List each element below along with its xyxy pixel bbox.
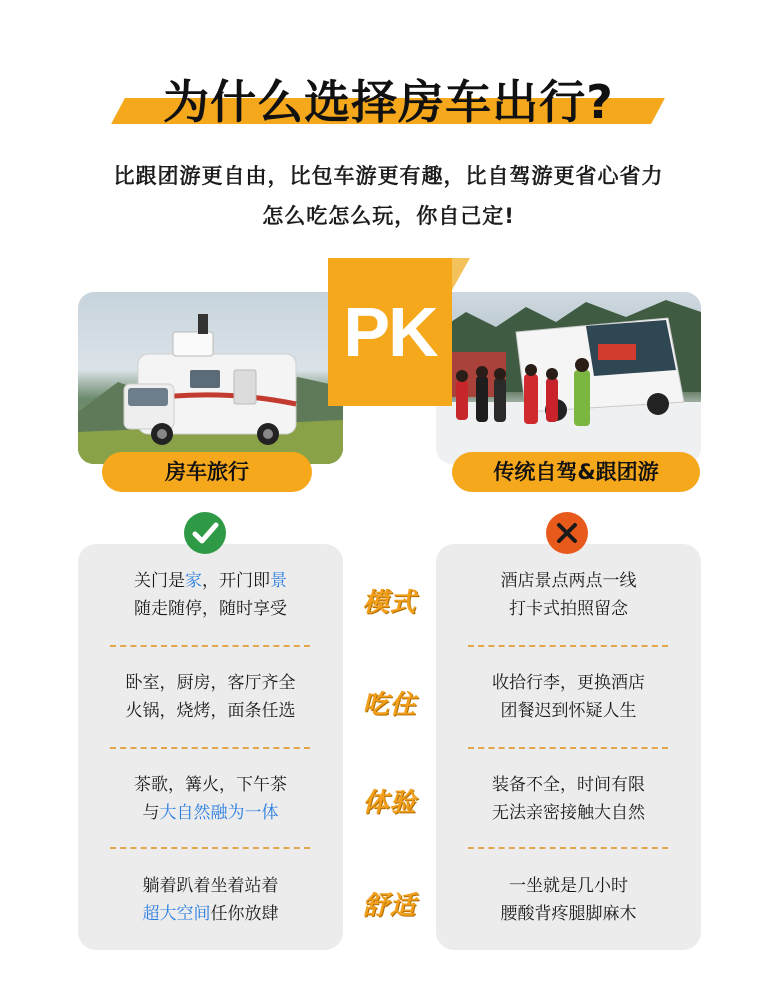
rv-row-3-line-2: 与大自然融为一体 — [142, 803, 279, 823]
option-label-traditional: 传统自驾&跟团游 — [452, 452, 700, 492]
row-divider-left — [110, 645, 310, 647]
cross-icon — [546, 512, 588, 554]
row-divider-left — [110, 847, 310, 849]
tour-bus-illustration — [436, 292, 701, 464]
traditional-row-2-line-1: 收拾行李，更换酒店 — [492, 673, 645, 693]
traditional-row-1 — [436, 567, 701, 623]
row-divider-right — [468, 747, 668, 749]
rv-row-4-line-1: 躺着趴着坐着站着 — [142, 876, 279, 896]
category-food-stay: 吃住 — [362, 690, 417, 720]
rv-photo — [78, 292, 343, 464]
rv-row-4-line-2: 超大空间任你放肆 — [142, 904, 279, 924]
rv-row-1-line-1: 关门是家，开门即景 — [134, 571, 287, 591]
traditional-row-4 — [436, 872, 701, 928]
tour-bus-photo — [436, 292, 701, 464]
rv-row-1-line-2: 随走随停，随时享受 — [134, 599, 287, 619]
subtitle-line-2: 怎么吃怎么玩，你自己定! — [262, 204, 515, 228]
traditional-row-4-line-1: 一坐就是几小时 — [509, 876, 628, 896]
subtitle-line-1: 比跟团游更自由，比包车游更有趣，比自驾游更省心省力 — [113, 164, 664, 188]
category-comfort: 舒适 — [362, 891, 417, 921]
page-title: 为什么选择房车出行? — [163, 75, 614, 129]
category-mode: 模式 — [362, 588, 417, 618]
rv-row-2-line-2: 火锅，烧烤，面条任选 — [125, 701, 296, 721]
check-icon — [184, 512, 226, 554]
pk-label: PK — [343, 293, 437, 371]
traditional-row-3-line-1: 装备不全，时间有限 — [492, 775, 645, 795]
pk-badge-fold — [452, 258, 470, 290]
rv-illustration — [78, 292, 343, 464]
rv-row-2-line-1: 卧室，厨房，客厅齐全 — [125, 673, 296, 693]
traditional-row-3 — [436, 771, 701, 827]
traditional-row-2-line-2: 团餐迟到怀疑人生 — [500, 701, 637, 721]
rv-row-3-line-1: 茶歌，篝火，下午茶 — [134, 775, 287, 795]
rv-row-4 — [78, 872, 343, 928]
traditional-row-1-line-1: 酒店景点两点一线 — [500, 571, 637, 591]
traditional-row-2 — [436, 669, 701, 725]
title-block — [0, 62, 777, 132]
rv-row-1 — [78, 567, 343, 623]
row-divider-right — [468, 645, 668, 647]
option-label-rv: 房车旅行 — [102, 452, 312, 492]
rv-row-2 — [78, 669, 343, 725]
row-divider-right — [468, 847, 668, 849]
traditional-row-3-line-2: 无法亲密接触大自然 — [492, 803, 645, 823]
category-experience: 体验 — [362, 788, 417, 818]
row-divider-left — [110, 747, 310, 749]
traditional-row-4-line-2: 腰酸背疼腿脚麻木 — [500, 904, 637, 924]
traditional-row-1-line-2: 打卡式拍照留念 — [509, 599, 628, 619]
rv-row-3 — [78, 771, 343, 827]
